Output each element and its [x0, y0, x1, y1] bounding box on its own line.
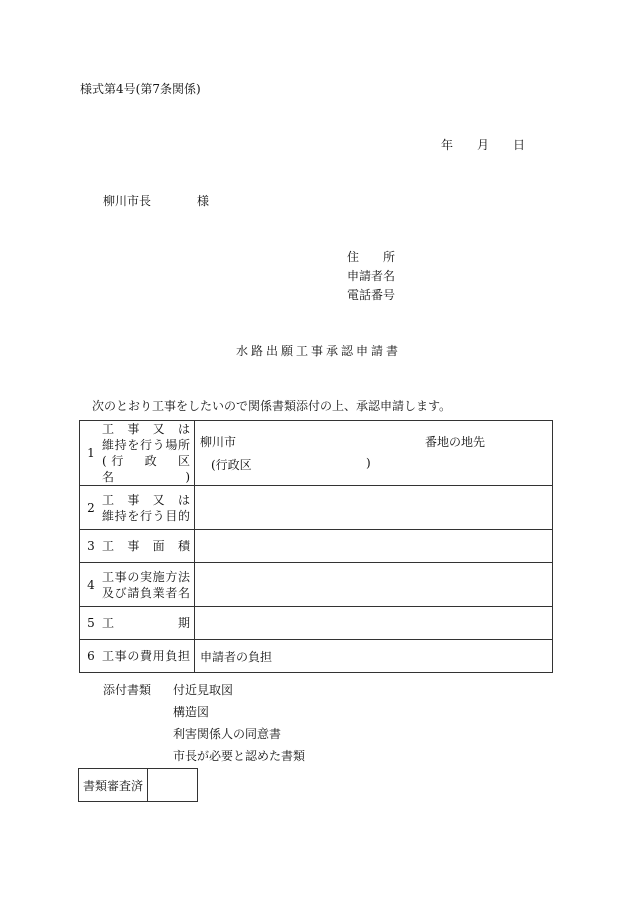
label-line: 工 事 面 積	[102, 539, 190, 553]
location-city: 柳川市	[200, 435, 237, 449]
label-line: 工 事 又 は	[102, 422, 190, 436]
intro-text: 次のとおり工事をしたいので関係書類添付の上、承認申請します。	[92, 399, 452, 413]
row-label-cost	[102, 640, 195, 673]
table-row	[80, 421, 553, 486]
applicant-name-label: 申請者名	[347, 269, 396, 283]
location-ward-close: )	[366, 456, 371, 470]
review-label: 書類審査済	[79, 769, 148, 802]
attachments-label: 添付書類	[103, 683, 152, 697]
location-suffix: 番地の地先	[425, 435, 486, 449]
area-value-cell[interactable]	[195, 530, 553, 563]
location-ward: (行政区	[211, 458, 252, 472]
applicant-phone-label: 電話番号	[347, 288, 396, 302]
label-line: 工事の費用負担	[102, 649, 190, 663]
application-table	[79, 420, 553, 673]
location-value-cell[interactable]	[195, 421, 553, 486]
row-label-period	[102, 607, 195, 640]
form-number: 様式第4号(第7条関係)	[80, 82, 201, 96]
review-box	[78, 768, 198, 802]
table-row	[80, 530, 553, 563]
period-value-cell[interactable]	[195, 607, 553, 640]
date-year[interactable]: 年	[441, 138, 454, 152]
addressee-name: 柳川市長	[103, 194, 152, 208]
label-line: 及び請負業者名	[102, 585, 190, 600]
attachment-item: 構造図	[173, 705, 210, 719]
row-label-location	[102, 421, 203, 486]
row-label-purpose	[102, 486, 195, 530]
label-line: 工事の実施方法	[102, 569, 190, 584]
row-number: 5	[80, 607, 103, 640]
review-stamp-cell[interactable]	[148, 769, 198, 802]
label-line: 工 期	[102, 616, 190, 630]
document-title: 水路出願工事承認申請書	[236, 344, 402, 358]
attachment-item: 付近見取図	[173, 683, 234, 697]
row-number: 4	[80, 563, 103, 607]
addressee	[103, 192, 209, 209]
row-number: 2	[80, 486, 103, 530]
purpose-value-cell[interactable]	[195, 486, 553, 530]
row-label-method	[102, 563, 195, 607]
label-line: 維持を行う場所	[102, 438, 190, 452]
method-value-cell[interactable]	[195, 563, 553, 607]
table-row	[80, 563, 553, 607]
row-number: 1	[80, 421, 103, 486]
cost-value-cell[interactable]: 申請者の負担	[195, 640, 553, 673]
label-line: (行 政 区 名)	[102, 454, 203, 484]
table-row	[80, 607, 553, 640]
table-row	[80, 486, 553, 530]
date-day[interactable]: 日	[513, 138, 526, 152]
label-line: 工 事 又 は	[102, 492, 190, 507]
label-line: 維持を行う目的	[102, 508, 190, 523]
date-month[interactable]: 月	[477, 138, 490, 152]
date-line	[441, 136, 525, 153]
addressee-honorific: 様	[197, 194, 210, 208]
row-number: 6	[80, 640, 103, 673]
row-number: 3	[80, 530, 103, 563]
attachment-item: 利害関係人の同意書	[173, 727, 282, 741]
attachment-item: 市長が必要と認めた書類	[173, 749, 306, 763]
applicant-address-label: 住 所	[347, 250, 396, 264]
row-label-area	[102, 530, 195, 563]
table-row	[80, 640, 553, 673]
